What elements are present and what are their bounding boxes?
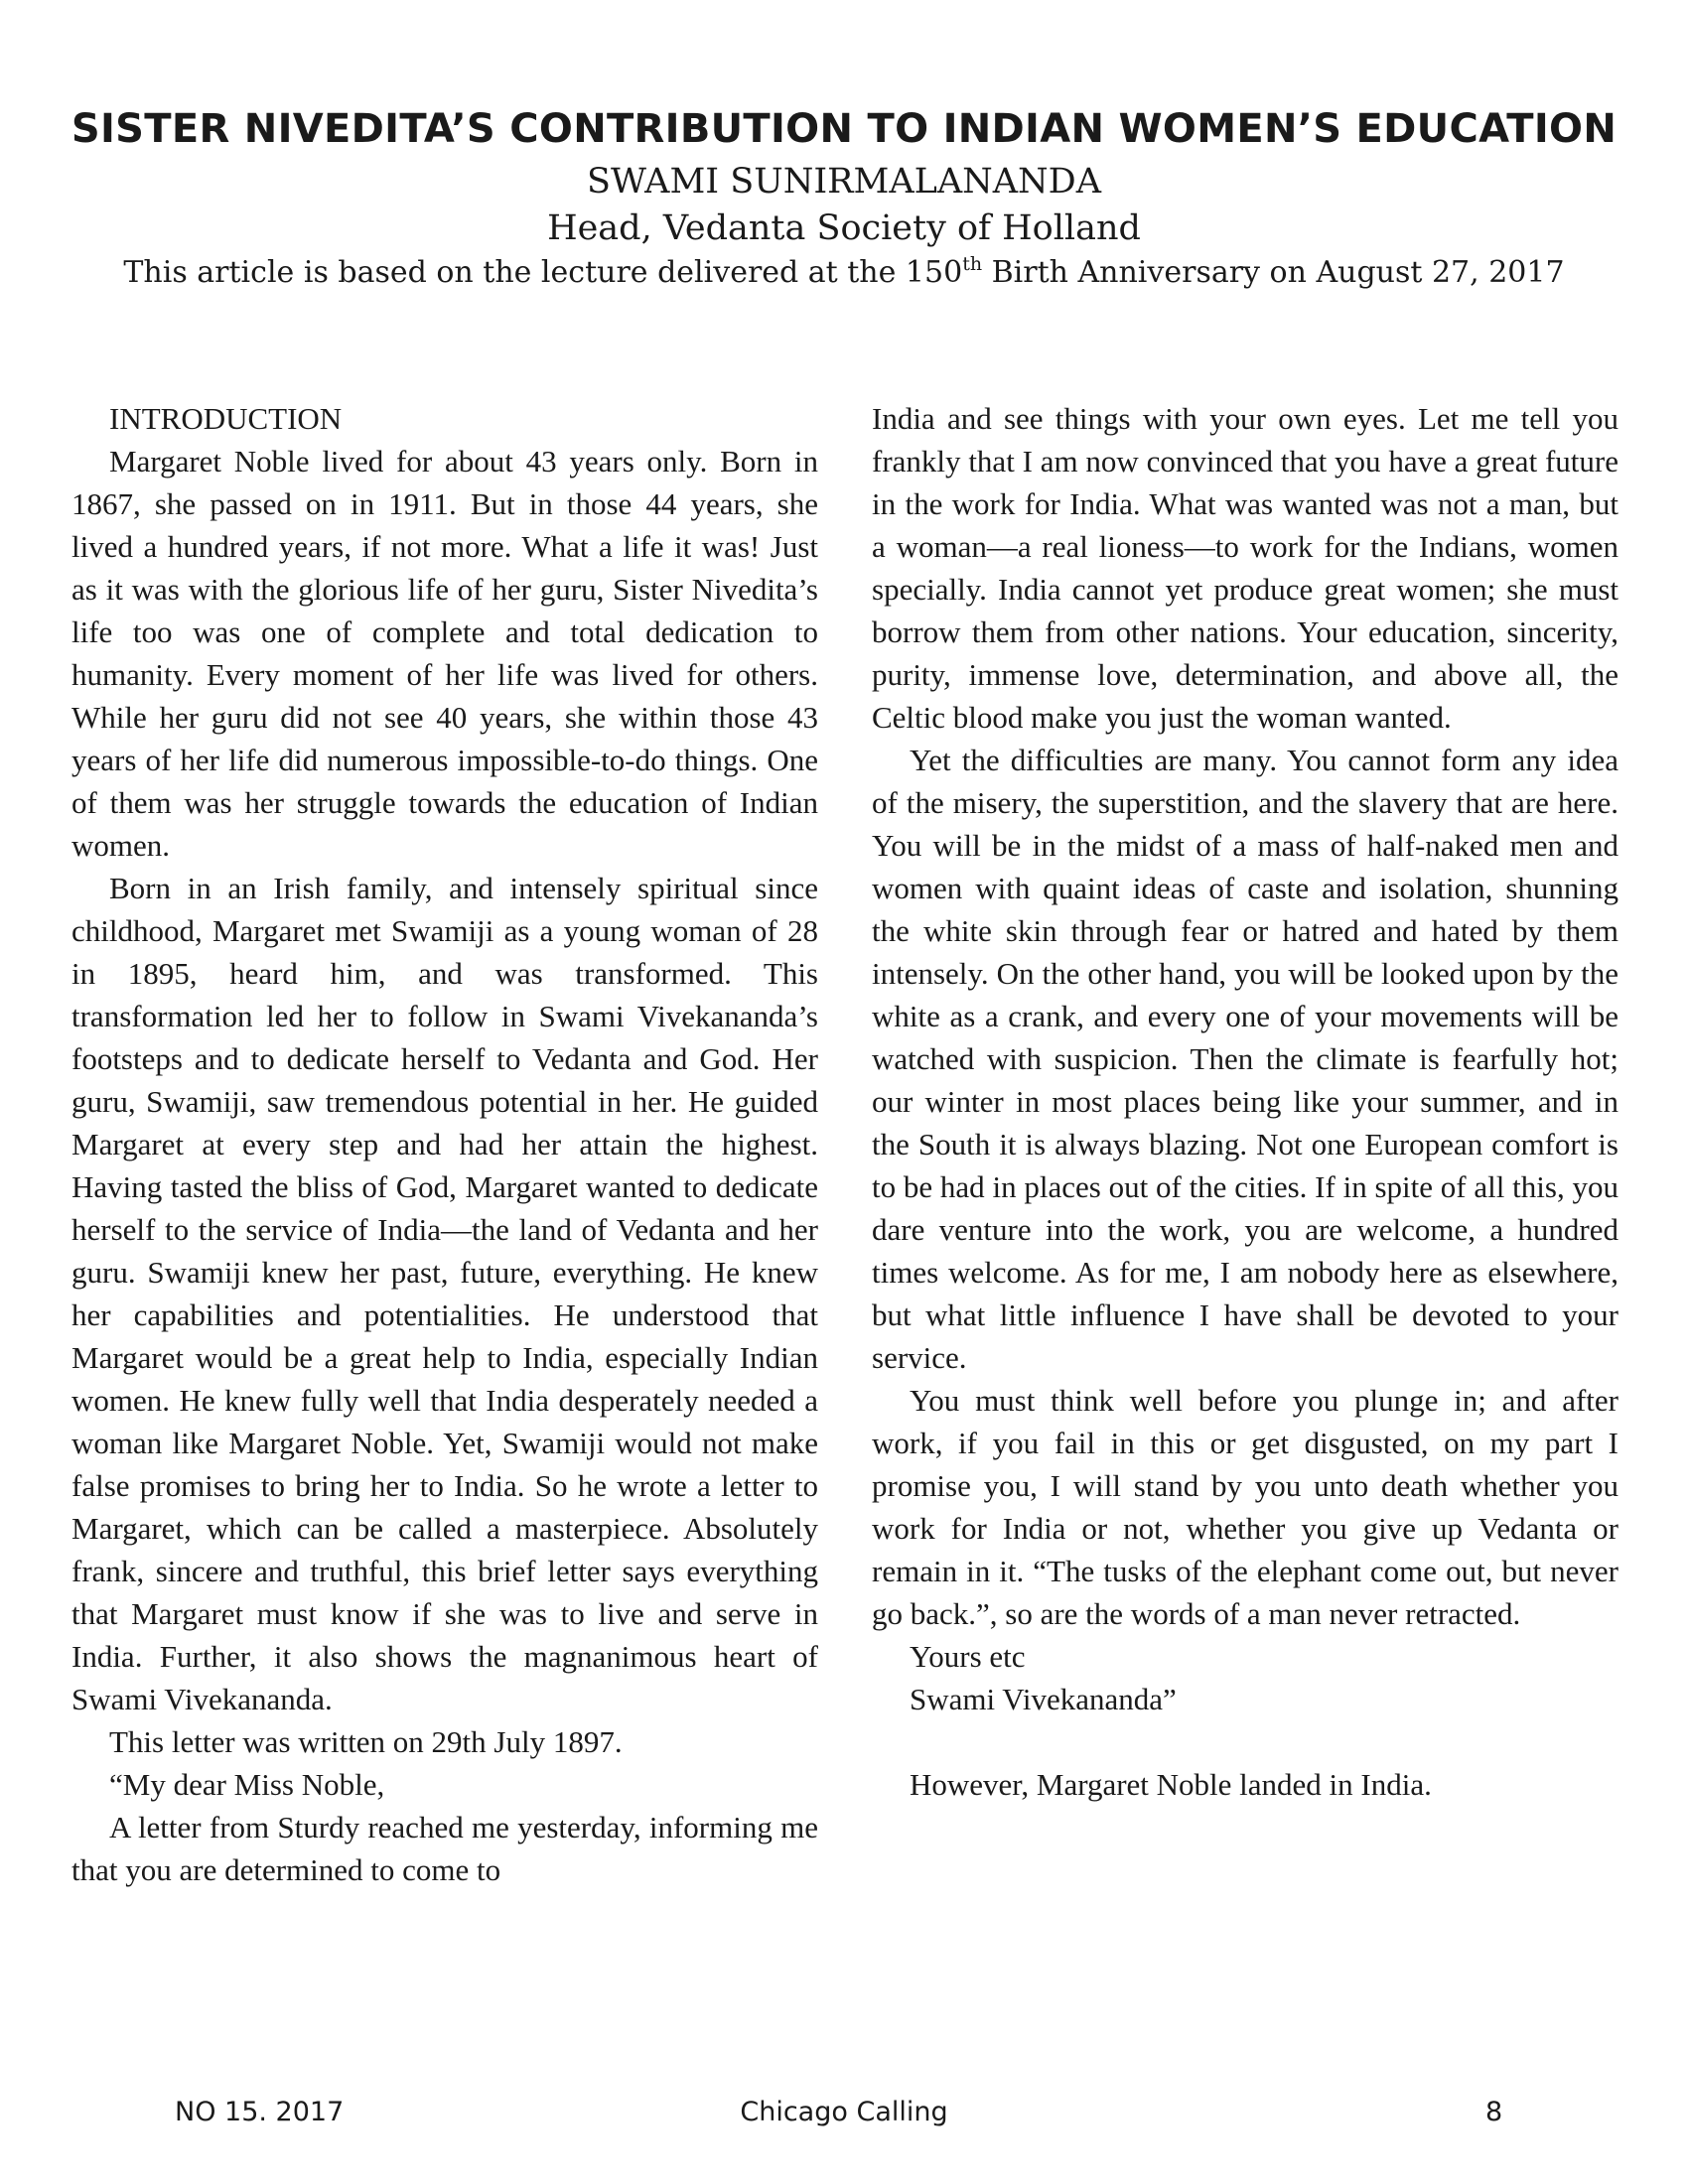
author-name: SWAMI SUNIRMALANANDA — [586, 162, 1102, 202]
letter-closing: Yours etc — [910, 1639, 1026, 1674]
article-title: SISTER NIVEDITA’S CONTRIBUTION TO INDIAN WOMEN’S EDUCATION — [70, 106, 1618, 152]
paragraph: A letter from Sturdy reached me yesterday, informing me that you are determined to come to — [71, 1810, 818, 1887]
author-affiliation: Head, Vedanta Society of Holland — [547, 208, 1141, 248]
letter-salutation: “My dear Miss Noble, — [109, 1767, 385, 1802]
paragraph: You must think well before you plunge in; and after work, if you fail in this or get disgusted, on my part I promise you, I will stand by you unto death whether you work for India or not, whether you give up Vedanta or remain in it. “The tusks of the elephant come out, but never go back.”, so are the words of a man never retracted. — [872, 1383, 1618, 1631]
lecture-note-superscript: th — [962, 253, 983, 275]
paragraph: India and see things with your own eyes. Let me tell you frankly that I am now convinced that you have a great future in the work for India. What was wanted was not a man, but a woman—a real lioness—to work for the Indians, women specially. India cannot yet produce great women; she must borrow them from other nations. Your education, sincerity, purity, immense love, determination, and above all, the Celtic blood make you just the woman wanted. — [872, 401, 1618, 735]
blank-line — [872, 1720, 1618, 1763]
lecture-note-text-end: Birth Anniversary on August 27, 2017 — [982, 255, 1565, 290]
footer-page-number: 8 — [1485, 2097, 1503, 2127]
section-heading: INTRODUCTION — [109, 401, 343, 436]
right-column — [872, 397, 1618, 1806]
footer-journal-name: Chicago Calling — [740, 2097, 948, 2127]
footer-issue-number: NO 15. 2017 — [175, 2097, 345, 2127]
paragraph: However, Margaret Noble landed in India. — [910, 1767, 1432, 1802]
letter-signature: Swami Vivekananda” — [910, 1682, 1177, 1716]
paragraph: Born in an Irish family, and intensely spiritual since childhood, Margaret met Swamiji as a young woman of 28 in 1895, heard him, and was transformed. This transformation led her to follow in Swami Vivekananda’s footsteps and to dedicate herself to Vedanta and God. Her guru, Swamiji, saw tremendous potential in her. He guided Margaret at every step and had her attain the highest. Having tasted the bliss of God, Margaret wanted to dedicate herself to the service of India—the land of Vedanta and her guru. Swamiji knew her past, future, everything. He knew her capabilities and potentialities. He understood that Margaret would be a great help to India, especially Indian women. He knew fully well that India desperately needed a woman like Margaret Noble. Yet, Swamiji would not make false promises to bring her to India. So he wrote a letter to Margaret, which can be called a masterpiece. Absolutely frank, sincere and truthful, this brief letter says everything that Margaret must know if she was to live and serve in India. Further, it also shows the magnanimous heart of Swami Vivekananda. — [71, 871, 818, 1716]
article-header — [60, 103, 1628, 294]
lecture-note-text: This article is based on the lecture delivered at the 150 — [123, 255, 963, 290]
paragraph: This letter was written on 29th July 1897. — [109, 1724, 623, 1759]
paragraph: Margaret Noble lived for about 43 years only. Born in 1867, she passed on in 1911. But in those 44 years, she lived a hundred years, if not more. What a life it was! Just as it was with the glorious life of her guru, Sister Nivedita’s life too was one of complete and total dedication to humanity. Every moment of her life was lived for others. While her guru did not see 40 years, she within those 43 years of her life did numerous impossible-to-do things. One of them was her struggle towards the education of Indian women. — [71, 444, 818, 863]
page-footer — [0, 2095, 1688, 2130]
left-column — [71, 397, 818, 1891]
paragraph: Yet the difficulties are many. You cannot form any idea of the misery, the superstition, and the slavery that are here. You will be in the midst of a mass of half-naked men and women with quaint ideas of caste and isolation, shunning the white skin through fear or hatred and hated by them intensely. On the other hand, you will be looked upon by the white as a crank, and every one of your movements will be watched with suspicion. Then the climate is fearfully hot; our winter in most places being like your summer, and in the South it is always blazing. Not one European comfort is to be had in places out of the cities. If in spite of all this, you dare venture into the work, you are welcome, a hundred times welcome. As for me, I am nobody here as elsewhere, but what little influence I have shall be devoted to your service. — [872, 743, 1618, 1375]
lecture-note — [60, 252, 1628, 294]
